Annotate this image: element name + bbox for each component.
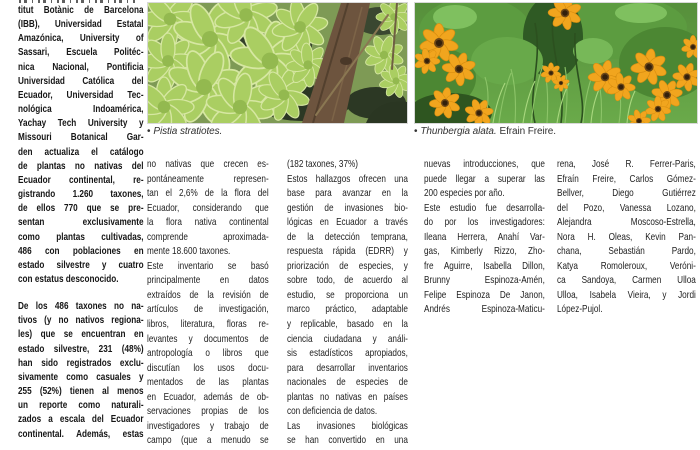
text-line: Amazónica, University of (18, 32, 144, 45)
text-line: pontáneamente represen- (147, 172, 269, 185)
text-line: no nativas que crecen es- (147, 158, 269, 170)
text-line: titut Botànic de Barcelona (18, 4, 144, 16)
text-line: artículos de investigación, (147, 303, 269, 316)
text-line: ca Sandoya, Carmen Ulloa (557, 274, 696, 287)
photo1-caption (147, 126, 406, 138)
text-line: sobre todo, de acuerdo al (287, 274, 408, 287)
text-line: de la detección temprana, (287, 230, 408, 243)
text-line: marco práctico, adaptable (287, 303, 408, 316)
text-line: para desarrollar inventarios (287, 361, 408, 374)
text-line: Ulloa, Isabela Vieira, y Jordi (557, 288, 696, 301)
text-line: un reporte como naturali- (18, 399, 144, 412)
text-line: Brunny Espinoza-Amén, (424, 274, 545, 287)
text-line: Nora H. Oleas, Kevin Pan- (557, 230, 696, 243)
text-line: gas, Kimberly Rizzo, Zho- (424, 245, 545, 258)
text-line: libros, literatura, floras re- (147, 318, 269, 331)
text-line: tivos (y no nativos regiona- (18, 314, 144, 327)
text-line: chana, Sebastián Pardo, (557, 245, 696, 258)
text-line: discutían los usos docu- (147, 361, 269, 374)
text-line: gistrando 1.260 taxones, (18, 188, 144, 201)
text-line: Bellver, Diego Gutiérrez (557, 187, 696, 200)
text-line: De los 486 taxones no na- (18, 300, 144, 313)
photo-thunbergia-alata (414, 2, 698, 124)
text-line: les) que se encuentran en (18, 328, 144, 341)
text-line: comprende aproximada- (147, 230, 269, 243)
column-3 (287, 157, 408, 448)
text-line: en Ecuador, además de ob- (147, 390, 269, 403)
text-line: la flora nativa continental (147, 216, 269, 229)
text-line: sentan exclusivamente (18, 216, 144, 229)
column-5-text (557, 157, 696, 317)
text-line: ciencia ciudadana y análi- (287, 332, 408, 345)
paragraph (424, 157, 545, 201)
text-line: sivamente como casuales y (18, 370, 144, 383)
text-line: tan el 2,6% de la flora del (147, 187, 269, 200)
caption-bullet: • (147, 126, 151, 137)
text-line: Estos hallazgos ofrecen una (287, 172, 408, 185)
text-line: mente 18.600 taxones. (147, 245, 231, 258)
caption-species: Pistia stratiotes. (153, 126, 223, 137)
text-line: Ecuador, Universidad Tec- (18, 88, 144, 101)
text-line: antropología o libros que (147, 347, 269, 360)
text-line: priorización de especies, y (287, 259, 408, 272)
text-line: Andrés Espinoza-Maticu- (424, 303, 545, 316)
paragraph (18, 3, 144, 286)
pistia-photo-illustration (148, 3, 407, 123)
text-line: rena, José R. Ferrer-Paris, (557, 158, 696, 170)
text-line: nológica Indoamérica, (18, 103, 144, 116)
text-line: 486 con poblaciones en (18, 244, 144, 257)
text-line: 255 (52%) tienen al menos (18, 385, 144, 398)
text-line: servaciones propias de los (147, 405, 269, 418)
text-line: Katya Romoleroux, Veróni- (557, 259, 696, 272)
paragraph (287, 157, 408, 172)
text-line: fre Aguirre, Isabella Dillon, (424, 259, 545, 272)
column-2-text (147, 157, 269, 448)
text-line: (IBB), Universidad Estatal (18, 18, 144, 31)
text-line: estado silvestre, 231 (48%) (18, 342, 144, 355)
paragraph (147, 157, 269, 259)
text-line: Ecuador, considerando que (147, 201, 269, 214)
thunbergia-photo-illustration (415, 3, 697, 123)
text-line: extraídos de la revisión de (147, 288, 269, 301)
text-line: Este estudio fue desarrolla- (424, 201, 545, 214)
photo-pistia-stratiotes (147, 2, 408, 124)
paragraph (287, 172, 408, 419)
caption-species: Thunbergia alata. (420, 126, 497, 137)
text-line: principalmente en datos (147, 274, 269, 287)
text-line: zados a escala del Ecuador (18, 413, 144, 426)
text-line: han sido registrados exclu- (18, 356, 144, 369)
text-line: Las invasiones biológicas (287, 419, 408, 432)
text-line: Alejandra Moscoso-Estrella, (557, 216, 696, 229)
text-line: lógicas en Ecuador a través (287, 216, 408, 229)
text-line: puede llegar a superar las (424, 172, 545, 185)
text-line: den actualiza el catálogo (18, 145, 144, 158)
text-line: se han convertido en una (287, 434, 408, 447)
paragraph (287, 419, 408, 448)
text-line: como plantas cultivadas, (18, 230, 144, 243)
paragraph (147, 259, 269, 448)
column-1 (18, 3, 144, 441)
text-line: Este inventario se basó (147, 259, 269, 272)
text-line: mentados de las plantas (147, 376, 269, 389)
text-line: investigadores y trabajo de (147, 419, 269, 432)
column-2 (147, 157, 269, 448)
column-3-text (287, 157, 408, 448)
caption-credit: Efrain Freire. (499, 126, 556, 137)
text-line: López-Pujol. (557, 303, 603, 316)
text-line: estudio, se proporciona un (287, 288, 408, 301)
text-line: gestión de invasiones bio- (287, 201, 408, 214)
text-line: con estatus desconocido. (18, 272, 119, 285)
text-line: Missouri Botanical Gar- (18, 131, 144, 144)
text-line: con deficiencia de datos. (287, 405, 378, 418)
text-line: 200 especies por año. (424, 187, 505, 200)
text-line: (182 taxones, 37%) (287, 158, 359, 170)
text-line: do por los investigadores: (424, 216, 545, 229)
text-line: continental. Además, estas (18, 427, 144, 440)
text-line: nuevas introducciones, que (424, 158, 545, 170)
text-line: sis estadísticos apropiados, (287, 347, 408, 360)
caption-bullet: • (414, 126, 418, 137)
text-line: del Pozo, Vanessa Lozano, (557, 201, 696, 214)
text-line: y replicable, basado en la (287, 318, 408, 331)
paragraph (18, 299, 144, 441)
text-line: respuesta rápida (EDRR) y (287, 245, 408, 258)
text-line: Ecuador continental, re- (18, 173, 144, 186)
photo2-caption (414, 126, 696, 138)
text-line: levantes y documentos de (147, 332, 269, 345)
text-line: Ileana Herrera, Anahí Var- (424, 230, 545, 243)
text-line: campo (que a menudo se (147, 434, 269, 447)
text-line: Universidad Católica del (18, 74, 144, 87)
text-line: plantas no nativas en países (287, 390, 408, 403)
text-line: Sassari, Escuela Politéc- (18, 46, 144, 59)
paragraph (557, 157, 696, 317)
column-1-text (18, 3, 144, 441)
text-line: Felipe Espinoza De Janon, (424, 288, 545, 301)
column-5 (557, 157, 696, 317)
text-line: nica Nacional, Pontificia (18, 60, 144, 73)
text-line: estado silvestre y cuatro (18, 258, 144, 271)
column-4 (424, 157, 545, 317)
text-line: Efraín Freire, Carlos Gómez- (557, 172, 696, 185)
paragraph (424, 201, 545, 317)
column-4-text (424, 157, 545, 317)
text-line: nacionales de especies de (287, 376, 408, 389)
text-line: Yachay Tech University y (18, 117, 144, 130)
text-line: de plantas no nativas del (18, 159, 144, 172)
text-line: de ellos 770 que se pre- (18, 202, 144, 215)
text-line: base para avanzar en la (287, 187, 408, 200)
